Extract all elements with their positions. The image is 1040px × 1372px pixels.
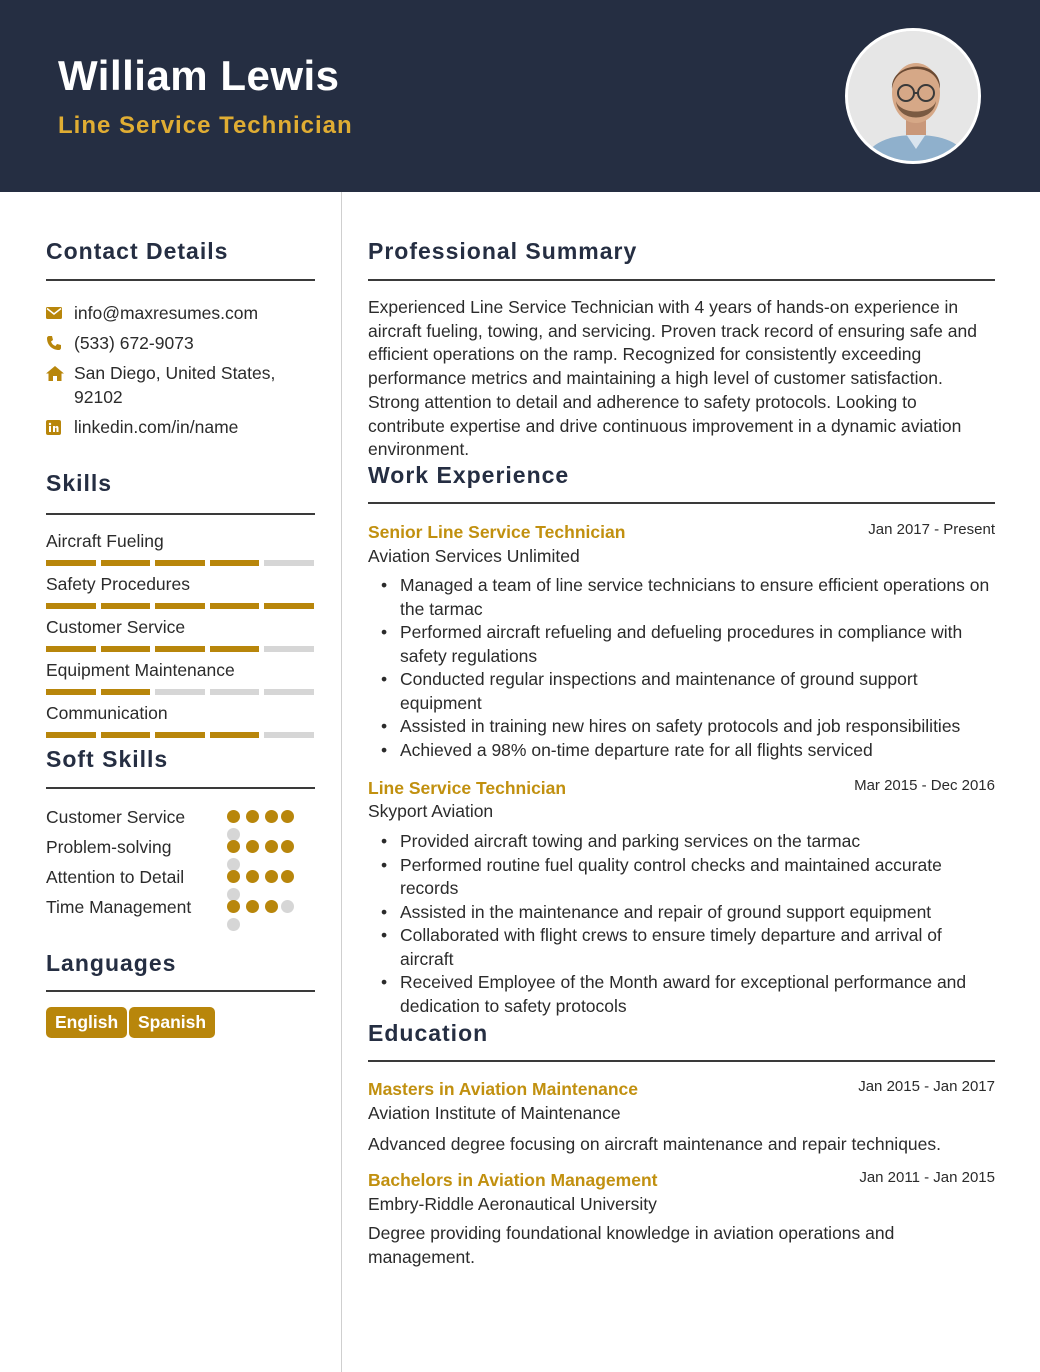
job-bullet: • Received Employee of the Month award for exceptional performance and dedication to safety protocols bbox=[400, 971, 995, 1018]
soft-skill-dot bbox=[227, 840, 240, 853]
skill-level-segment bbox=[155, 560, 205, 566]
contact-phone-text: (533) 672-9073 bbox=[74, 333, 194, 353]
phone-icon bbox=[46, 331, 74, 355]
job-dates: Mar 2015 - Dec 2016 bbox=[854, 777, 995, 794]
soft-skill-dot bbox=[281, 900, 294, 913]
skill-level-segment bbox=[210, 689, 260, 695]
candidate-title: Line Service Technician bbox=[58, 112, 353, 139]
education-school: Aviation Institute of Maintenance bbox=[368, 1103, 621, 1123]
soft-skill-dot bbox=[246, 810, 259, 823]
skill-level-segment bbox=[264, 689, 314, 695]
job-bullet: • Conducted regular inspections and maintenance of ground support equipment bbox=[400, 668, 995, 715]
skill-level-segment bbox=[46, 603, 96, 609]
contact-rule bbox=[46, 279, 315, 281]
skill-level-segment bbox=[101, 603, 151, 609]
soft-skills-rule bbox=[46, 787, 315, 789]
job-bullet: • Performed routine fuel quality control checks and maintained accurate records bbox=[400, 854, 995, 901]
summary-rule bbox=[368, 279, 995, 281]
skill-name: Aircraft Fueling bbox=[46, 531, 164, 551]
skill-level-segment bbox=[264, 732, 314, 738]
education-school: Embry-Riddle Aeronautical University bbox=[368, 1194, 657, 1214]
soft-skill-dot bbox=[281, 840, 294, 853]
candidate-name: William Lewis bbox=[58, 52, 340, 99]
job-bullets bbox=[400, 830, 995, 1018]
education-description: Advanced degree focusing on aircraft maintenance and repair techniques. bbox=[368, 1134, 942, 1154]
summary-section-title: Professional Summary bbox=[368, 238, 638, 264]
skill-level-bar bbox=[46, 732, 314, 738]
skill-level-segment bbox=[210, 560, 260, 566]
languages-section-title: Languages bbox=[46, 950, 177, 976]
soft-skill-dot bbox=[281, 870, 294, 883]
education-degree: Masters in Aviation Maintenance bbox=[368, 1079, 639, 1099]
profile-photo-illustration bbox=[848, 31, 981, 164]
skill-level-bar bbox=[46, 603, 314, 609]
skill-level-segment bbox=[46, 646, 96, 652]
soft-skill-name: Customer Service bbox=[46, 807, 186, 827]
skill-level-bar bbox=[46, 560, 314, 566]
skills-section-title: Skills bbox=[46, 470, 113, 496]
soft-skill-name: Time Management bbox=[46, 897, 192, 917]
soft-skill-name: Attention to Detail bbox=[46, 867, 185, 887]
education-description: Degree providing foundational knowledge in aviation operations and management. bbox=[368, 1223, 895, 1267]
soft-skill-dot bbox=[227, 918, 240, 931]
education-section-title: Education bbox=[368, 1020, 489, 1046]
skill-name: Communication bbox=[46, 703, 168, 723]
soft-skill-dot bbox=[246, 900, 259, 913]
resume-header bbox=[0, 0, 1040, 192]
skill-level-segment bbox=[155, 603, 205, 609]
skills-rule bbox=[46, 513, 315, 515]
contact-address bbox=[46, 361, 294, 409]
profile-photo bbox=[845, 28, 981, 164]
job-dates: Jan 2017 - Present bbox=[868, 521, 995, 538]
job-bullet: • Achieved a 98% on-time departure rate for all flights serviced bbox=[400, 739, 995, 763]
education-degree: Bachelors in Aviation Management bbox=[368, 1170, 658, 1190]
skill-level-segment bbox=[155, 732, 205, 738]
job-title: Senior Line Service Technician bbox=[368, 522, 626, 542]
contact-linkedin-text: linkedin.com/in/name bbox=[74, 417, 239, 437]
job-bullet: • Collaborated with flight crews to ensure timely departure and arrival of aircraft bbox=[400, 924, 995, 971]
skill-level-segment bbox=[46, 689, 96, 695]
skill-level-segment bbox=[210, 732, 260, 738]
soft-skill-dot bbox=[227, 810, 240, 823]
skill-level-segment bbox=[264, 603, 314, 609]
experience-section-title: Work Experience bbox=[368, 462, 570, 488]
skill-level-segment bbox=[46, 560, 96, 566]
skill-level-segment bbox=[46, 732, 96, 738]
linkedin-icon bbox=[46, 415, 74, 439]
soft-skill-dot bbox=[227, 870, 240, 883]
skill-level-segment bbox=[264, 560, 314, 566]
skill-level-segment bbox=[101, 732, 151, 738]
job-bullet: • Provided aircraft towing and parking services on the tarmac bbox=[400, 830, 995, 854]
education-dates: Jan 2015 - Jan 2017 bbox=[858, 1078, 995, 1095]
languages-rule bbox=[46, 990, 315, 992]
contact-linkedin[interactable] bbox=[46, 415, 294, 439]
soft-skill-dot bbox=[265, 870, 278, 883]
job-bullets bbox=[400, 574, 995, 762]
language-tag-english: English bbox=[46, 1007, 127, 1038]
job-bullet: • Assisted in training new hires on safety protocols and job responsibilities bbox=[400, 715, 995, 739]
job-bullet: • Performed aircraft refueling and defueling procedures in compliance with safety regulations bbox=[400, 621, 995, 668]
skill-level-segment bbox=[101, 689, 151, 695]
job-company: Aviation Services Unlimited bbox=[368, 546, 580, 566]
contact-email-text: info@maxresumes.com bbox=[74, 303, 259, 323]
soft-skills-section-title: Soft Skills bbox=[46, 746, 169, 772]
soft-skill-dot bbox=[265, 810, 278, 823]
column-divider bbox=[341, 192, 342, 1372]
education-rule bbox=[368, 1060, 995, 1062]
education-dates: Jan 2011 - Jan 2015 bbox=[859, 1169, 995, 1186]
contact-email[interactable] bbox=[46, 301, 294, 325]
home-icon bbox=[46, 361, 74, 385]
skill-level-bar bbox=[46, 689, 314, 695]
soft-skill-dot bbox=[246, 870, 259, 883]
contact-address-text: San Diego, United States, 92102 bbox=[74, 363, 276, 407]
skill-level-segment bbox=[210, 646, 260, 652]
skill-name: Customer Service bbox=[46, 617, 186, 637]
job-bullet: • Assisted in the maintenance and repair of ground support equipment bbox=[400, 901, 995, 925]
summary-text: Experienced Line Service Technician with 4 years of hands-on experience in aircraft fueling, towing, and servicing. Proven track record of ensuring safe and efficient operations on the ramp. Recognized for consistently exceeding performance metrics and maintaining a high level of customer satisfaction. Strong attention to detail and adherence to safety protocols. Looking to contribute expertise and drive continuous improvement in a dynamic aviation environment. bbox=[368, 297, 977, 460]
contact-section-title: Contact Details bbox=[46, 238, 229, 264]
skill-level-segment bbox=[210, 603, 260, 609]
contact-phone[interactable] bbox=[46, 331, 294, 355]
job-title: Line Service Technician bbox=[368, 778, 567, 798]
soft-skill-dot bbox=[265, 840, 278, 853]
soft-skill-dot bbox=[265, 900, 278, 913]
job-bullet: • Managed a team of line service technicians to ensure efficient operations on the tarmac bbox=[400, 574, 995, 621]
skill-name: Safety Procedures bbox=[46, 574, 190, 594]
soft-skill-name: Problem-solving bbox=[46, 837, 172, 857]
skill-level-segment bbox=[155, 689, 205, 695]
skill-level-segment bbox=[264, 646, 314, 652]
soft-skill-dot bbox=[246, 840, 259, 853]
envelope-icon bbox=[46, 301, 74, 325]
skill-level-segment bbox=[101, 560, 151, 566]
language-tag-spanish: Spanish bbox=[129, 1007, 215, 1038]
skill-level-segment bbox=[101, 646, 151, 652]
skill-level-bar bbox=[46, 646, 314, 652]
soft-skill-dot bbox=[281, 810, 294, 823]
experience-rule bbox=[368, 502, 995, 504]
soft-skill-dot bbox=[227, 900, 240, 913]
skill-name: Equipment Maintenance bbox=[46, 660, 235, 680]
skill-level-segment bbox=[155, 646, 205, 652]
job-company: Skyport Aviation bbox=[368, 801, 494, 821]
